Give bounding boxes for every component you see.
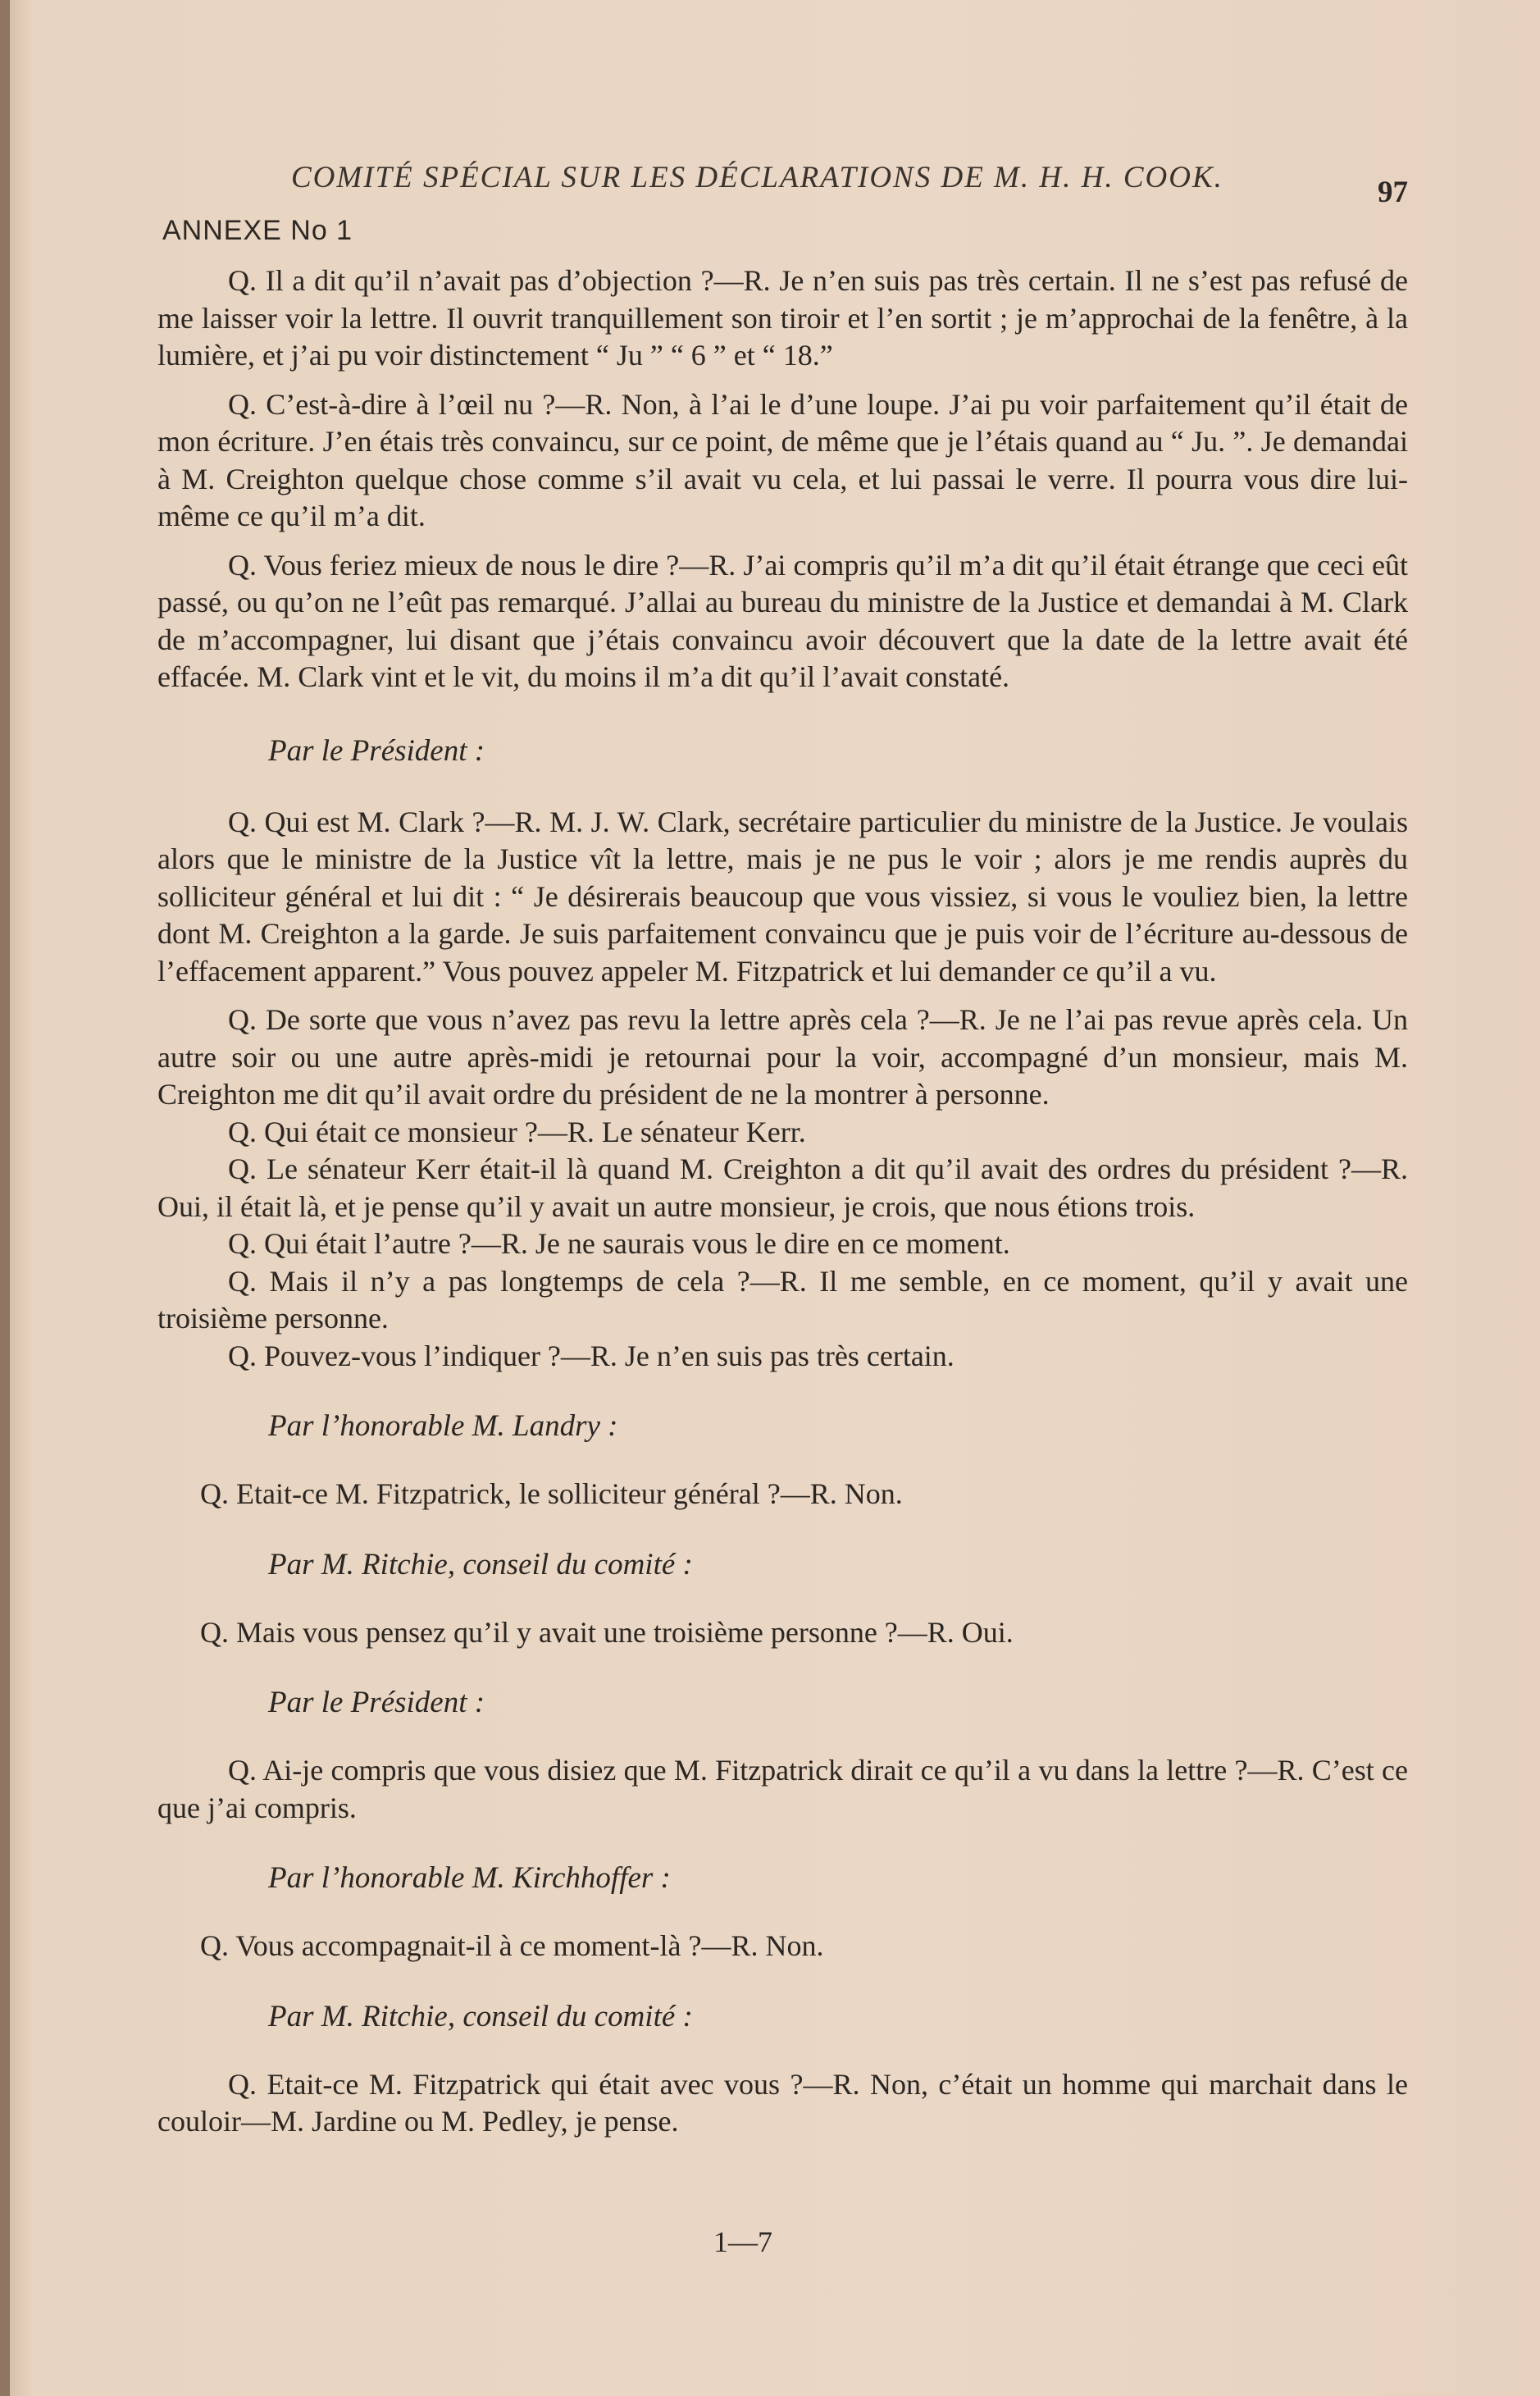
qa-paragraph: Q. Qui est M. Clark ?—R. M. J. W. Clark, secrétaire particulier du ministre de la Justice. Je voulais alors que le ministre de la Justice vît la lettre, mais je ne pus le voir ; alors je me rendis auprès du solliciteur général et lui dit : “ Je désirerais beaucoup que vous vissiez, si vous le vouliez bien, la lettre dont M. Creighton a la garde. Je suis parfaitement convaincu que je puis voir de l’écriture au-dessous de l’effacement apparent.” Vous pouvez appeler M. Fitzpatrick et lui demander ce qu’il a vu. [157, 805, 1408, 988]
transcript-body [157, 262, 1408, 2141]
qa-paragraph: Q. De sorte que vous n’avez pas revu la lettre après cela ?—R. Je ne l’ai pas revue après cela. Un autre soir ou une autre après-midi je retournai pour la voir, accompagné d’un monsieur, mais M. Creighton me dit qu’il avait ordre du président de ne la montrer à personne. [157, 1003, 1408, 1111]
qa-paragraph: Q. Etait-ce M. Fitzpatrick, le solliciteur général ?—R. Non. [200, 1477, 903, 1510]
speaker-heading: Par M. Ritchie, conseil du comité : [268, 1547, 693, 1581]
page-number: 97 [1378, 176, 1408, 209]
qa-paragraph: Q. C’est-à-dire à l’œil nu ?—R. Non, à l’ai le d’une loupe. J’ai pu voir parfaitement qu’il était de mon écriture. J’en étais très convaincu, sur ce point, de même que je l’étais quand au “ Ju. ”. Je demandai à M. Creighton quelque chose comme s’il avait vu cela, et lui passai le verre. Il pourra vous dire lui-même ce qu’il m’a dit. [157, 387, 1408, 532]
speaker-heading: Par M. Ritchie, conseil du comité : [268, 1999, 693, 2033]
qa-paragraph: Q. Le sénateur Kerr était-il là quand M. Creighton a dit qu’il avait des ordres du président ?—R. Oui, il était là, et je pense qu’il y avait un autre monsieur, je crois, que nous étions trois. [157, 1152, 1408, 1223]
qa-paragraph: Q. Il a dit qu’il n’avait pas d’objection ?—R. Je n’en suis pas très certain. Il ne s’est pas refusé de me laisser voir la lettre. Il ouvrit tranquillement son tiroir et l’en sortit ; je m’approchai de la fenêtre, à la lumière, et j’ai pu voir distinctement “ Ju ” “ 6 ” et “ 18.” [157, 264, 1408, 372]
signature-mark: 1—7 [713, 2225, 772, 2258]
annex-label: ANNEXE No 1 [162, 215, 353, 246]
qa-paragraph: Q. Mais vous pensez qu’il y avait une troisième personne ?—R. Oui. [200, 1615, 1014, 1649]
speaker-heading: Par l’honorable M. Landry : [268, 1409, 618, 1443]
running-title: COMITÉ SPÉCIAL SUR LES DÉCLARATIONS DE M. H. H. COOK. [291, 161, 1223, 194]
speaker-heading: Par le Président : [268, 1686, 485, 1719]
qa-paragraph: Q. Etait-ce M. Fitzpatrick qui était avec vous ?—R. Non, c’était un homme qui marchait dans le couloir—M. Jardine ou M. Pedley, je pense. [157, 2067, 1408, 2138]
qa-paragraph: Q. Vous accompagnait-il à ce moment-là ?—R. Non. [200, 1929, 824, 1962]
qa-paragraph: Q. Qui était l’autre ?—R. Je ne saurais vous le dire en ce moment. [228, 1227, 1010, 1260]
book-spine-shadow [0, 0, 10, 2396]
qa-paragraph: Q. Ai-je compris que vous disiez que M. Fitzpatrick dirait ce qu’il a vu dans la lettre ?—R. C’est ce que j’ai compris. [157, 1754, 1408, 1824]
qa-paragraph: Q. Qui était ce monsieur ?—R. Le sénateur Kerr. [228, 1115, 806, 1148]
speaker-heading: Par le Président : [268, 733, 485, 768]
speaker-heading: Par l’honorable M. Kirchhoffer : [268, 1861, 671, 1895]
qa-paragraph: Q. Mais il n’y a pas longtemps de cela ?—R. Il me semble, en ce moment, qu’il y avait une troisième personne. [157, 1264, 1408, 1335]
qa-paragraph: Q. Vous feriez mieux de nous le dire ?—R. J’ai compris qu’il m’a dit qu’il était étrange que ceci eût passé, ou qu’on ne l’eût pas remarqué. J’allai au bureau du ministre de la Justice et demandai à M. Clark de m’accompagner, lui disant que j’étais convaincu avoir découvert que la date de la lettre avait été effacée. M. Clark vint et le vit, du moins il m’a dit qu’il l’avait constaté. [157, 548, 1408, 693]
qa-paragraph: Q. Pouvez-vous l’indiquer ?—R. Je n’en suis pas très certain. [228, 1339, 955, 1372]
